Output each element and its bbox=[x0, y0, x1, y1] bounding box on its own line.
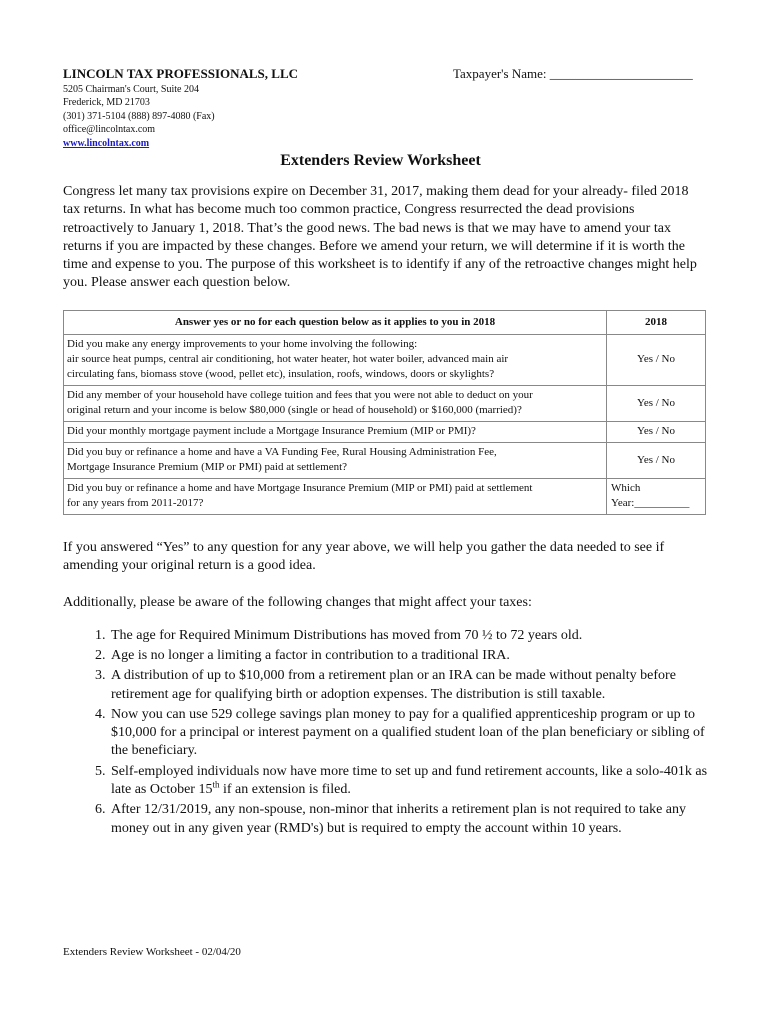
phone-numbers: (301) 371-5104 (888) 897-4080 (Fax) bbox=[63, 110, 215, 122]
questions-table bbox=[63, 310, 706, 515]
document-title: Extenders Review Worksheet bbox=[280, 152, 481, 169]
worksheet-page bbox=[63, 66, 708, 840]
changes-list bbox=[63, 627, 708, 838]
question-mortgage-insurance: Did your monthly mortgage payment include a Mortgage Insurance Premium (MIP or PMI)? bbox=[64, 421, 607, 442]
list-item: 5. Self-employed individuals now have more time to set up and fund retirement accounts, like a solo-401k as late as October 15th if an extension is filed. bbox=[109, 763, 708, 800]
answer-yes-no[interactable]: Yes / No bbox=[607, 421, 706, 442]
address-line-1: 5205 Chairman's Court, Suite 204 bbox=[63, 84, 199, 95]
list-item: 3. A distribution of up to $10,000 from a retirement plan or an IRA can be made without penalty before retirement age for qualifying birth or adoption expenses. The distribution is still taxable. bbox=[109, 667, 708, 704]
page-footer: Extenders Review Worksheet - 02/04/20 bbox=[63, 946, 241, 958]
year-column-header: 2018 bbox=[607, 310, 706, 334]
answer-which-year-field[interactable]: Which Year:__________ bbox=[607, 478, 706, 514]
list-item: 1. The age for Required Minimum Distributions has moved from 70 ½ to 72 years old. bbox=[109, 627, 708, 645]
email-address[interactable]: office@lincolntax.com bbox=[63, 124, 156, 136]
table-row bbox=[64, 334, 706, 385]
table-row bbox=[64, 385, 706, 421]
question-prior-years-mip: Did you buy or refinance a home and have Mortgage Insurance Premium (MIP or PMI) paid at settlement for any years from 2011-2017? bbox=[64, 478, 607, 514]
answer-yes-no[interactable]: Yes / No bbox=[607, 334, 706, 385]
additional-changes-intro: Additionally, please be aware of the following changes that might affect your taxes: bbox=[63, 595, 532, 611]
question-column-header: Answer yes or no for each question below as it applies to you in 2018 bbox=[64, 310, 607, 334]
taxpayer-name-field[interactable]: Taxpayer's Name: ______________________ bbox=[453, 66, 693, 81]
firm-address bbox=[63, 83, 215, 150]
address-line-2: Frederick, MD 21703 bbox=[63, 97, 150, 109]
table-row bbox=[64, 442, 706, 478]
intro-paragraph: Congress let many tax provisions expire on December 31, 2017, making them dead for your already- filed 2018 tax returns. In what has become much too common practice, Congress resurrected the dead provisions retroactively to January 1, 2018. That’s the good news. The bad news is that we may have to amend your tax returns if you are impacted by these changes. Before we amend your return, we will determine if it is worth the time and expense to you. The purpose of this worksheet is to identify if any of the retroactive changes might help you. Please answer each question below. bbox=[63, 184, 697, 291]
answer-yes-no[interactable]: Yes / No bbox=[607, 442, 706, 478]
list-item: 2. Age is no longer a limiting a factor in contribution to a traditional IRA. bbox=[109, 647, 708, 665]
answer-yes-no[interactable]: Yes / No bbox=[607, 385, 706, 421]
table-row bbox=[64, 478, 706, 514]
question-energy-improvements: Did you make any energy improvements to your home involving the following: air source heat pumps, central air conditioning, hot water heater, hot water boiler, advanced main air circulating fans, biomass stove (wood, pellet etc), insulation, roofs, windows, doors or skylights? bbox=[64, 334, 607, 385]
table-header-row bbox=[64, 310, 706, 334]
after-table-paragraph: If you answered “Yes” to any question for any year above, we will help you gather the data needed to see if amending your original return is a good idea. bbox=[63, 539, 665, 574]
firm-name: LINCOLN TAX PROFESSIONALS, LLC bbox=[63, 66, 299, 81]
website-link[interactable]: www.lincolntax.com bbox=[63, 137, 150, 149]
letterhead bbox=[63, 66, 708, 152]
question-college-tuition: Did any member of your household have college tuition and fees that you were not able to deduct on your original return and your income is below $80,000 (single or head of household) or $160,000 (married)? bbox=[64, 385, 607, 421]
table-row bbox=[64, 421, 706, 442]
list-item: 4. Now you can use 529 college savings plan money to pay for a qualified apprenticeship program or up to $10,000 for a principal or interest payment on a qualified student loan of the plan beneficiary or sibling of the beneficiary. bbox=[109, 706, 708, 761]
list-item: 6. After 12/31/2019, any non-spouse, non-minor that inherits a retirement plan is not required to take any money out in any given year (RMD's) but is required to empty the account within 10 years. bbox=[109, 801, 708, 838]
question-funding-fee: Did you buy or refinance a home and have a VA Funding Fee, Rural Housing Administration Fee, Mortgage Insurance Premium (MIP or PMI) paid at settlement? bbox=[64, 442, 607, 478]
